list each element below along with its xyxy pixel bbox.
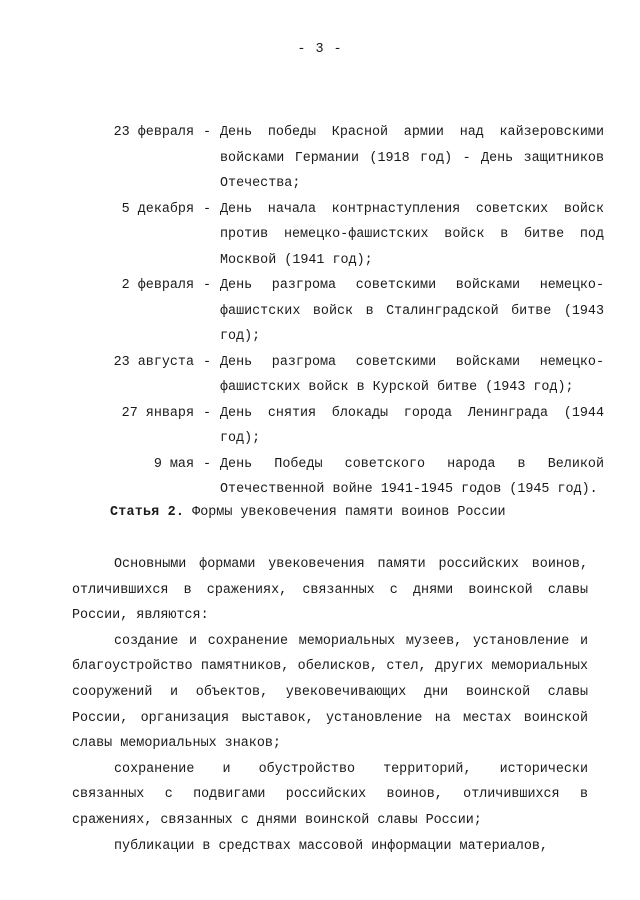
dash: - [202,201,212,217]
date-entry [104,401,604,452]
dash: - [202,125,212,140]
article-body [72,552,588,859]
date-description: День разгрома советскими войсками немецко-фашистских войск в Курской битве (1943 год); [220,354,604,395]
article-label: Статья 2. [110,505,185,520]
dash: - [202,405,212,421]
paragraph: Основными формами увековечения памяти российских воинов, отличившихся в сражениях, связанных с днями воинской славы России, являются: [72,557,588,624]
date-entry [104,120,604,197]
paragraph: создание и сохранение мемориальных музеев, установление и благоустройство памятников, обелисков, стел, других мемориальных сооружений и объектов, увековечивающих дни воинской славы России, организация выставок, установление на местах воинской славы мемориальных знаков; [72,633,588,752]
date-description: День снятия блокады города Ленинграда (1944 год); [220,405,604,446]
date-description: День Победы советского народа в Великой Отечественной войне 1941-1945 годов (1945 год). [220,456,604,497]
date-entry [104,273,604,350]
dash: - [202,354,212,370]
dash: - [202,456,212,472]
date-label: 23 февраля [113,125,194,140]
paragraph: публикации в средствах массовой информации материалов, [114,838,548,854]
date-label: 27 января [121,405,194,421]
date-description: День разгрома советскими войсками немецко-фашистских войск в Сталинградской битве (1943 год); [220,278,604,344]
date-entry [104,452,604,503]
date-entry [104,350,604,401]
date-description: День начала контрнаступления советских войск против немецко-фашистских войск в битве под Москвой (1941 год); [220,201,604,268]
date-label: 5 декабря [121,201,194,217]
page-number: - 3 - [297,42,343,57]
article-heading [110,502,506,524]
date-label: 9 мая [153,456,194,472]
article-title: Формы увековечения памяти воинов России [192,505,506,520]
paragraph: сохранение и обустройство территорий, исторически связанных с подвигами российских воинов, отличившихся в сражениях, связанных с днями воинской славы России; [72,761,588,828]
dash: - [202,278,212,293]
date-label: 2 февраля [121,278,194,293]
military-glory-days-list [104,120,604,503]
date-label: 23 августа [113,354,194,370]
date-entry [104,197,604,274]
date-description: День победы Красной армии над кайзеровскими войсками Германии (1918 год) - День защитников Отечества; [220,125,604,191]
